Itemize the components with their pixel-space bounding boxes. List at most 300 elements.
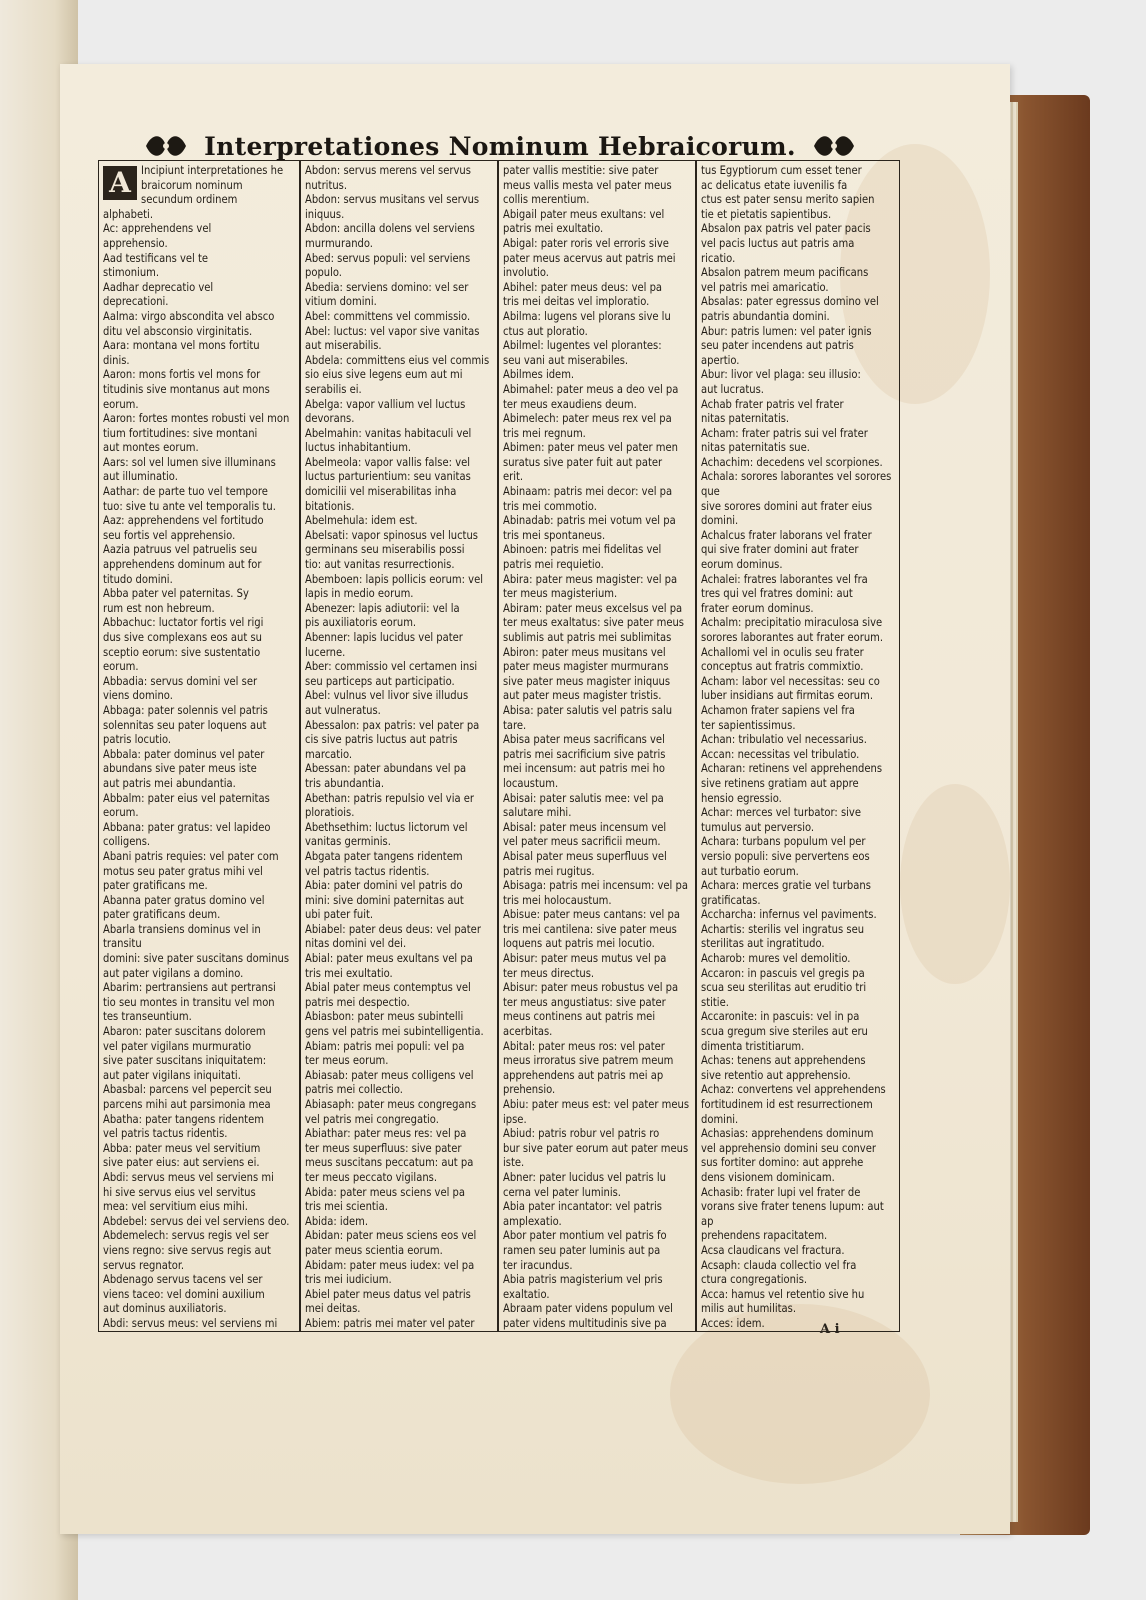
text-line: Abelga: vapor vallium vel luctus xyxy=(305,397,466,411)
text-line: ter meus directus. xyxy=(503,966,595,980)
text-line: acerbitas. xyxy=(503,1025,553,1039)
text-line: patris mei collectio. xyxy=(305,1083,403,1097)
text-line: Abimen: pater meus vel pater men xyxy=(503,441,678,455)
text-line: braicorum nominum secundum ordinem xyxy=(141,178,243,207)
text-line: ubi pater fuit. xyxy=(305,908,374,922)
text-line: meus vallis mesta vel pater meus xyxy=(503,178,672,192)
text-line: nitas domini vel dei. xyxy=(305,937,407,951)
text-line: bitationis. xyxy=(305,499,355,513)
text-column-4 xyxy=(697,161,899,1331)
text-line: Acca: hamus vel retentio sive hu xyxy=(701,1287,865,1301)
text-line: sorores laborantes aut frater eorum. xyxy=(701,631,884,644)
text-line: Abimahel: pater meus a deo vel pa xyxy=(503,382,679,396)
text-line: Abiram: pater meus excelsus vel pa xyxy=(503,601,683,615)
text-line: vorans sive frater tenens lupum: aut ap xyxy=(701,1200,884,1228)
text-line: tres qui vel fratres domini: aut xyxy=(701,587,853,601)
text-line: patris mei exultatio. xyxy=(503,222,604,236)
text-column-1 xyxy=(99,161,299,1331)
text-line: Abidam: pater meus iudex: vel pa xyxy=(305,1258,475,1272)
text-line: aut turbatio eorum. xyxy=(701,864,799,878)
text-column-2 xyxy=(301,161,497,1331)
text-line: eorum. xyxy=(103,806,139,820)
text-line: Abidan: pater meus sciens eos vel xyxy=(305,1229,477,1243)
text-line: tumulus aut perversio. xyxy=(701,820,815,834)
text-line: Abed: servus populi: vel serviens xyxy=(305,251,471,265)
text-line: ditu vel absconsio virginitatis. xyxy=(103,324,253,338)
text-line: exaltatio. xyxy=(503,1287,550,1301)
text-line: apertio. xyxy=(701,353,740,367)
text-line: Abel: luctus: vel vapor sive vanitas xyxy=(305,324,480,338)
text-line: Achab frater patris vel frater xyxy=(701,397,844,411)
text-line: vel patris mei amaricatio. xyxy=(701,280,829,294)
text-line: frater eorum dominus. xyxy=(701,601,814,615)
text-line: Abida: pater meus sciens vel pa xyxy=(305,1185,466,1199)
text-line: dinis. xyxy=(103,353,130,367)
text-line: apprehendens dominum aut for xyxy=(103,558,262,572)
text-line: Abessalon: pax patris: vel pater pa xyxy=(305,718,480,732)
text-line: seu particeps aut participatio. xyxy=(305,674,455,688)
text-line: Aber: commissio vel certamen insi xyxy=(305,660,478,674)
text-line: deprecationi. xyxy=(103,295,169,309)
text-line: collis merentium. xyxy=(503,193,590,207)
text-line: Abiathar: pater meus res: vel pa xyxy=(305,1127,467,1141)
text-line: pater meus scientia eorum. xyxy=(305,1243,443,1257)
text-line: Acsa claudicans vel fractura. xyxy=(701,1243,845,1257)
text-line: Abur: patris lumen: vel pater ignis xyxy=(701,324,872,338)
text-line: Ac: apprehendens vel xyxy=(103,222,212,236)
text-line: Achara: merces gratie vel turbans xyxy=(701,879,871,893)
text-line: Abba: pater meus vel servitium xyxy=(103,1141,261,1155)
text-line: sive pater eius: aut serviens ei. xyxy=(103,1156,260,1170)
text-line: amplexatio. xyxy=(503,1214,562,1228)
text-line: scua seu sterilitas aut eruditio tri xyxy=(701,981,867,995)
text-line: Abbaga: pater solennis vel patris xyxy=(103,703,268,717)
text-column-3 xyxy=(499,161,695,1331)
text-line: Abinadab: patris mei votum vel pa xyxy=(503,514,676,528)
text-line: Abel: committens vel commissio. xyxy=(305,309,471,323)
text-line: ter meus magisterium. xyxy=(503,587,618,601)
text-line: Abiem: patris mei mater vel pater xyxy=(305,1316,475,1330)
text-line: ctus est pater sensu merito sapien xyxy=(701,193,875,207)
text-line: Abanna pater gratus domino vel xyxy=(103,893,265,907)
text-line: ctus aut ploratio. xyxy=(503,324,588,338)
text-line: Abia pater incantator: vel patris xyxy=(503,1200,662,1214)
text-line: sive retinens gratiam aut appre xyxy=(701,776,859,790)
text-line: Acham: frater patris sui vel frater xyxy=(701,426,868,440)
text-line: Abbana: pater gratus: vel lapideo xyxy=(103,820,271,834)
text-line: vel patris tactus ridentis. xyxy=(305,864,430,878)
text-line: solennitas seu pater loquens aut xyxy=(103,718,267,732)
text-line: Abur: livor vel plaga: seu illusio: xyxy=(701,368,861,382)
text-line: Incipiunt interpretationes he xyxy=(141,164,284,177)
text-line: pater vallis mestitie: sive pater xyxy=(503,164,659,177)
text-line: ctura congregationis. xyxy=(701,1273,808,1287)
text-line: Aadhar deprecatio vel xyxy=(103,280,214,294)
text-line: Abinaam: patris mei decor: vel pa xyxy=(503,485,673,499)
text-line: eorum. xyxy=(103,397,139,411)
text-line: cerna vel pater luminis. xyxy=(503,1185,621,1199)
text-line: erit. xyxy=(503,470,524,484)
text-line: seu pater incendens aut patris xyxy=(701,339,854,353)
text-line: Abdemelech: servus regis vel ser xyxy=(103,1229,269,1243)
text-line: tris mei commotio. xyxy=(503,499,597,513)
text-line: Aathar: de parte tuo vel tempore xyxy=(103,485,268,499)
text-line: tris mei cantilena: sive pater meus xyxy=(503,922,677,936)
text-line: murmurando. xyxy=(305,236,373,250)
text-line: Acham: labor vel necessitas: seu co xyxy=(701,674,880,688)
text-line: iniquus. xyxy=(305,207,345,221)
text-line: tris mei exultatio. xyxy=(305,966,393,980)
text-line: Abisa pater meus sacrificans vel xyxy=(503,733,665,747)
text-line: Abimelech: pater meus rex vel pa xyxy=(503,412,672,426)
text-line: Abinoen: patris mei fidelitas vel xyxy=(503,543,662,557)
text-line: tio: aut vanitas resurrectionis. xyxy=(305,558,455,572)
text-line: dens visionem dominicam. xyxy=(701,1170,835,1184)
text-line: Abia: pater domini vel patris do xyxy=(305,879,463,893)
text-line: Abdela: committens eius vel commis xyxy=(305,353,490,367)
text-line: Abisue: pater meus cantans: vel pa xyxy=(503,908,680,922)
text-line: Abilmes idem. xyxy=(503,368,575,382)
text-line: qui sive frater domini aut frater xyxy=(701,543,859,557)
text-line: Acces: idem. xyxy=(701,1316,765,1330)
text-line: Abbalm: pater eius vel paternitas xyxy=(103,791,270,805)
text-line: vanitas germinis. xyxy=(305,835,391,849)
text-line: Abigal: pater roris vel erroris sive xyxy=(503,236,669,250)
text-line: Abethsethim: luctus lictorum vel xyxy=(305,820,468,834)
signature-mark: A i xyxy=(820,1322,840,1337)
text-line: viens taceo: vel domini auxilium xyxy=(103,1287,265,1301)
text-line: Abdi: servus meus: vel serviens mi xyxy=(103,1316,278,1330)
text-line: viens regno: sive servus regis aut xyxy=(103,1243,271,1257)
text-line: aut montes eorum. xyxy=(103,441,199,455)
text-line: luctus parturientium: seu vanitas xyxy=(305,470,471,484)
text-line: ter meus exaudiens deum. xyxy=(503,397,637,411)
text-line: pater gratificans me. xyxy=(103,879,208,893)
text-line: Abia patris magisterium vel pris xyxy=(503,1273,663,1287)
text-line: Abelsati: vapor spinosus vel luctus xyxy=(305,528,478,542)
text-line: sive retentio aut apprehensio. xyxy=(701,1068,851,1082)
text-line: Achalm: precipitatio miraculosa sive xyxy=(701,616,883,630)
text-line: Abigail pater meus exultans: vel xyxy=(503,207,665,221)
text-line: Abital: pater meus ros: vel pater xyxy=(503,1039,665,1053)
text-line: Abira: pater meus magister: vel pa xyxy=(503,572,678,586)
text-line: tio seu montes in transitu vel mon xyxy=(103,995,275,1009)
text-line: aut pater vigilans a domino. xyxy=(103,966,244,980)
text-line: Accan: necessitas vel tribulatio. xyxy=(701,747,860,761)
text-line: Abiud: patris robur vel patris ro xyxy=(503,1127,660,1141)
fleuron-right-icon xyxy=(810,131,858,161)
text-line: Abarla transiens dominus vel in transitu xyxy=(103,922,261,951)
text-line: ramen seu pater luminis aut pa xyxy=(503,1243,661,1257)
text-line: pater meus magister murmurans xyxy=(503,660,669,674)
text-line: tium fortitudines: sive montani xyxy=(103,426,258,440)
text-line: Abiasab: pater meus colligens vel xyxy=(305,1068,474,1082)
text-line: seu vani aut miserabiles. xyxy=(503,353,629,367)
text-line: Abilmel: lugentes vel plorantes: xyxy=(503,339,662,353)
text-line: Achamon frater sapiens vel fra xyxy=(701,703,855,717)
text-line: Abisur: pater meus robustus vel pa xyxy=(503,981,679,995)
text-line: Abilma: lugens vel plorans sive lu xyxy=(503,309,671,323)
text-line: alphabeti. xyxy=(103,207,154,221)
text-line: Abessan: pater abundans vel pa xyxy=(305,762,467,776)
text-line: Achartis: sterilis vel ingratus seu xyxy=(701,922,865,936)
text-line: lucerne. xyxy=(305,645,346,659)
text-line: Abiam: patris mei populi: vel pa xyxy=(305,1039,465,1053)
text-line: aut lucratus. xyxy=(701,382,764,396)
text-line: Achaz: convertens vel apprehendens xyxy=(701,1083,886,1097)
text-line: pater gratificans deum. xyxy=(103,908,221,922)
text-line: locaustum. xyxy=(503,776,559,790)
text-line: Abelmehula: idem est. xyxy=(305,514,418,528)
text-line: viens domino. xyxy=(103,689,173,703)
text-line: Abiasbon: pater meus subintelli xyxy=(305,1010,464,1024)
text-line: nitas paternitatis. xyxy=(701,412,790,426)
text-line: eorum dominus. xyxy=(701,558,783,572)
text-line: Abdon: servus musitans vel servus xyxy=(305,193,480,207)
text-line: fortitudinem id est resurrectionem xyxy=(701,1098,873,1111)
text-line: motus seu pater gratus mihi vel xyxy=(103,864,263,878)
text-line: sceptio eorum: sive sustentatio eorum. xyxy=(103,645,261,674)
text-line: Abenezer: lapis adiutorii: vel la xyxy=(305,601,460,615)
text-line: patris mei rugitus. xyxy=(503,864,595,878)
text-line: colligens. xyxy=(103,835,151,849)
text-line: Acharob: mures vel demolitio. xyxy=(701,952,851,966)
text-line: Aaron: fortes montes robusti vel mon xyxy=(103,412,290,426)
decorated-initial: A xyxy=(103,166,137,200)
text-line: ter meus superfluus: sive pater xyxy=(305,1141,462,1155)
text-line: salutare mihi. xyxy=(503,806,572,820)
text-line: servus regnator. xyxy=(103,1258,185,1272)
text-line: Achar: merces vel turbator: sive xyxy=(701,806,861,820)
text-line: titudo domini. xyxy=(103,572,173,586)
text-line: ter iracundus. xyxy=(503,1258,573,1272)
text-line: hensio egressio. xyxy=(701,791,782,805)
text-line: sublimis aut patris mei sublimitas xyxy=(503,631,672,644)
text-line: aut dominus auxiliatoris. xyxy=(103,1302,227,1316)
text-line: tris mei iudicium. xyxy=(305,1273,392,1287)
text-line: Abatha: pater tangens ridentem xyxy=(103,1112,264,1126)
text-line: pis auxiliatoris eorum. xyxy=(305,616,417,630)
text-line: germinans seu miserabilis possi xyxy=(305,543,465,557)
text-line: Abemboen: lapis pollicis eorum: vel xyxy=(305,572,483,586)
text-line: hi sive servus eius vel servitus xyxy=(103,1185,256,1199)
text-line: patris mei despectio. xyxy=(305,995,410,1009)
text-line: seu fortis vel apprehensio. xyxy=(103,528,236,542)
text-line: nitas paternitatis sue. xyxy=(701,441,810,455)
fleuron-left-icon xyxy=(142,131,190,161)
text-line: Abethan: patris repulsio vel via er xyxy=(305,791,475,805)
text-line: ter meus exaltatus: sive pater meus xyxy=(503,616,684,630)
text-line: domini. xyxy=(701,1112,739,1126)
text-line: Abdi: servus meus vel serviens mi xyxy=(103,1170,274,1184)
text-line: Accaronite: in pascuis: vel in pa xyxy=(701,1010,860,1024)
page-title: Interpretationes Nominum Hebraicorum. xyxy=(204,131,796,161)
text-line: Abiasaph: pater meus congregans xyxy=(305,1098,477,1111)
text-line: ter meus peccato vigilans. xyxy=(305,1170,438,1184)
text-line: Absalon patrem meum pacificans xyxy=(701,266,869,280)
text-line: Aara: montana vel mons fortitu xyxy=(103,339,260,353)
text-line: mei incensum: aut patris mei ho xyxy=(503,762,666,776)
text-line: Abdebel: servus dei vel serviens deo. xyxy=(103,1214,290,1228)
text-line: tris mei regnum. xyxy=(503,426,586,440)
text-line: domini: sive pater suscitans dominus xyxy=(103,952,290,966)
text-line: pater meus acervus aut patris mei xyxy=(503,251,676,265)
text-line: domicilii vel miserabilitas inha xyxy=(305,485,457,499)
text-line: Abraam pater videns populum vel xyxy=(503,1302,673,1316)
text-line: Acsaph: clauda collectio vel fra xyxy=(701,1258,857,1272)
text-line: Aad testificans vel te xyxy=(103,251,209,265)
text-line: Absalon pax patris vel pater pacis xyxy=(701,222,871,236)
text-line: Abiu: pater meus est: vel pater meus xyxy=(503,1098,690,1111)
text-line: Achachim: decedens vel scorpiones. xyxy=(701,455,883,469)
text-line: ploratiois. xyxy=(305,806,355,820)
text-line: patris mei sacrificium sive patris xyxy=(503,747,666,761)
text-line: Abedia: serviens domino: vel ser xyxy=(305,280,469,294)
text-line: vitium domini. xyxy=(305,295,377,309)
text-line: Abiron: pater meus musitans vel xyxy=(503,645,666,659)
text-line: Abdon: servus merens vel servus xyxy=(305,164,471,177)
text-line: meus suscitans peccatum: aut pa xyxy=(305,1156,474,1170)
text-line: marcatio. xyxy=(305,747,353,761)
text-line: tes transeuntium. xyxy=(103,1010,192,1024)
text-line: abundans sive pater meus iste xyxy=(103,762,257,776)
text-line: scua gregum sive steriles aut eru xyxy=(701,1025,868,1039)
text-line: Abisal pater meus superfluus vel xyxy=(503,849,667,863)
text-line: prehensio. xyxy=(503,1083,556,1097)
text-line: ricatio. xyxy=(701,251,736,265)
text-line: dimenta tristitiarum. xyxy=(701,1039,805,1053)
text-line: vel apprehensio domini seu conver xyxy=(701,1141,876,1155)
text-line: loquens aut patris mei locutio. xyxy=(503,937,655,951)
text-line: Abisa: pater salutis vel patris salu xyxy=(503,703,673,717)
text-line: tris mei scientia. xyxy=(305,1200,388,1214)
text-line: sive pater meus magister iniquus xyxy=(503,674,671,688)
text-line: patris abundantia domini. xyxy=(701,309,830,323)
text-line: tris abundantia. xyxy=(305,776,385,790)
text-line: Abisal: pater meus incensum vel xyxy=(503,820,667,834)
text-line: ter meus angustiatus: sive pater xyxy=(503,995,666,1009)
text-line: populo. xyxy=(305,266,342,280)
text-line: vel pater vigilans murmuratio xyxy=(103,1039,252,1053)
text-line: vel patris tactus ridentis. xyxy=(103,1127,228,1141)
text-line: lapis in medio eorum. xyxy=(305,587,414,601)
text-line: meus continens aut patris mei xyxy=(503,1010,656,1024)
text-line: Aazia patruus vel patruelis seu xyxy=(103,543,258,557)
text-line: bur sive pater eorum aut pater meus xyxy=(503,1141,689,1155)
text-line: rum est non hebreum. xyxy=(103,601,215,615)
text-line: Abiel pater meus datus vel patris xyxy=(305,1287,471,1301)
text-line: titudinis sive montanus aut mons xyxy=(103,382,270,396)
text-line: ipse. xyxy=(503,1112,527,1126)
text-line: milis aut humilitas. xyxy=(701,1302,797,1316)
text-line: patris mei requietio. xyxy=(503,558,604,572)
text-line: gratificatas. xyxy=(701,893,761,907)
text-line: gens vel patris mei subintelligentia. xyxy=(305,1025,484,1039)
text-line: serabilis ei. xyxy=(305,382,362,396)
text-line: tus Egyptiorum cum esset tener xyxy=(701,164,862,177)
text-line: Abor pater montium vel patris fo xyxy=(503,1229,667,1243)
text-line: Achara: turbans populum vel per xyxy=(701,835,866,849)
text-line: Achallomi vel in oculis seu frater xyxy=(701,645,864,659)
stain xyxy=(900,784,1010,984)
text-line: tie et pietatis sapientibus. xyxy=(701,207,832,221)
text-line: cis sive patris luctus aut patris xyxy=(305,733,458,747)
text-line: Abisur: pater meus mutus vel pa xyxy=(503,952,667,966)
text-line: apprehendens aut patris mei ap xyxy=(503,1068,664,1082)
text-line: tris mei holocaustum. xyxy=(503,893,612,907)
text-line: Achala: sorores laborantes vel sorores que xyxy=(701,470,892,499)
text-line: mei deitas. xyxy=(305,1302,361,1316)
text-line: Achas: tenens aut apprehendens xyxy=(701,1054,866,1068)
text-line: tris mei spontaneus. xyxy=(503,528,606,542)
text-line: Abasbal: parcens vel pepercit seu xyxy=(103,1083,272,1097)
text-line: Abbachuc: luctator fortis vel rigi xyxy=(103,616,264,630)
text-line: meus irroratus sive patrem meum xyxy=(503,1054,674,1068)
text-line: Aaz: apprehendens vel fortitudo xyxy=(103,514,264,528)
text-line: Achasib: frater lupi vel frater de xyxy=(701,1185,861,1199)
text-line: Abani patris requies: vel pater com xyxy=(103,849,279,863)
text-line: Abial: pater meus exultans vel pa xyxy=(305,952,473,966)
text-line: Abisaga: patris mei incensum: vel pa xyxy=(503,879,688,893)
text-line: Accharcha: infernus vel paviments. xyxy=(701,908,877,922)
text-line: aut pater vigilans iniquitati. xyxy=(103,1068,241,1082)
text-line: Abelmahin: vanitas habitaculi vel xyxy=(305,426,472,440)
text-line: Abba pater vel paternitas. Sy xyxy=(103,587,249,601)
text-line: Aalma: virgo abscondita vel absco xyxy=(103,309,275,323)
text-line: Abbala: pater dominus vel pater xyxy=(103,747,265,761)
text-line: Accaron: in pascuis vel gregis pa xyxy=(701,966,865,980)
text-line: Abner: pater lucidus vel patris lu xyxy=(503,1170,666,1184)
text-line: aut pater meus magister tristis. xyxy=(503,689,662,703)
text-line: vel pacis luctus aut patris ama xyxy=(701,236,855,250)
text-line: tris mei deitas vel imploratio. xyxy=(503,295,650,309)
text-line: Abarim: pertransiens aut pertransi xyxy=(103,981,276,995)
text-line: aut vulneratus. xyxy=(305,703,381,717)
text-line: dus sive complexans eos aut su xyxy=(103,631,262,644)
text-line: prehendens rapacitatem. xyxy=(701,1229,828,1243)
text-line: versio populi: sive pervertens eos xyxy=(701,849,870,863)
text-line: Acharan: retinens vel apprehendens xyxy=(701,762,883,776)
text-line: stitie. xyxy=(701,995,729,1009)
text-line: Abial pater meus contemptus vel xyxy=(305,981,471,995)
text-line: Abdon: ancilla dolens vel serviens xyxy=(305,222,475,236)
text-line: Abida: idem. xyxy=(305,1214,369,1228)
text-line: apprehensio. xyxy=(103,236,168,250)
text-line: vel patris mei congregatio. xyxy=(305,1112,439,1126)
text-line: Abaron: pater suscitans dolorem xyxy=(103,1025,266,1039)
text-frame xyxy=(98,160,900,1332)
text-line: sive pater suscitans iniquitatem: xyxy=(103,1054,267,1068)
text-line: ter meus eorum. xyxy=(305,1054,389,1068)
text-line: mea: vel servitium eius mihi. xyxy=(103,1200,248,1214)
text-line: parcens mihi aut parsimonia mea xyxy=(103,1098,271,1111)
text-line: Abdenago servus tacens vel ser xyxy=(103,1273,263,1287)
text-line: iste. xyxy=(503,1156,525,1170)
text-line: involutio. xyxy=(503,266,549,280)
text-line: conceptus aut fratris commixtio. xyxy=(701,660,864,674)
text-line: aut miserabilis. xyxy=(305,339,382,353)
text-line: ter sapientissimus. xyxy=(701,718,796,732)
text-line: Achan: tribulatio vel necessarius. xyxy=(701,733,867,747)
text-line: tuo: sive tu ante vel temporalis tu. xyxy=(103,499,276,513)
text-line: patris locutio. xyxy=(103,733,172,747)
text-line: vel pater meus sacrificii meum. xyxy=(503,835,661,849)
text-line: Abel: vulnus vel livor sive illudus xyxy=(305,689,469,703)
text-line: Abenner: lapis lucidus vel pater xyxy=(305,631,463,644)
text-line: Achalcus frater laborans vel frater xyxy=(701,528,872,542)
text-line: aut patris mei abundantia. xyxy=(103,776,236,790)
text-line: sive sorores domini aut frater eius domini. xyxy=(701,499,873,528)
